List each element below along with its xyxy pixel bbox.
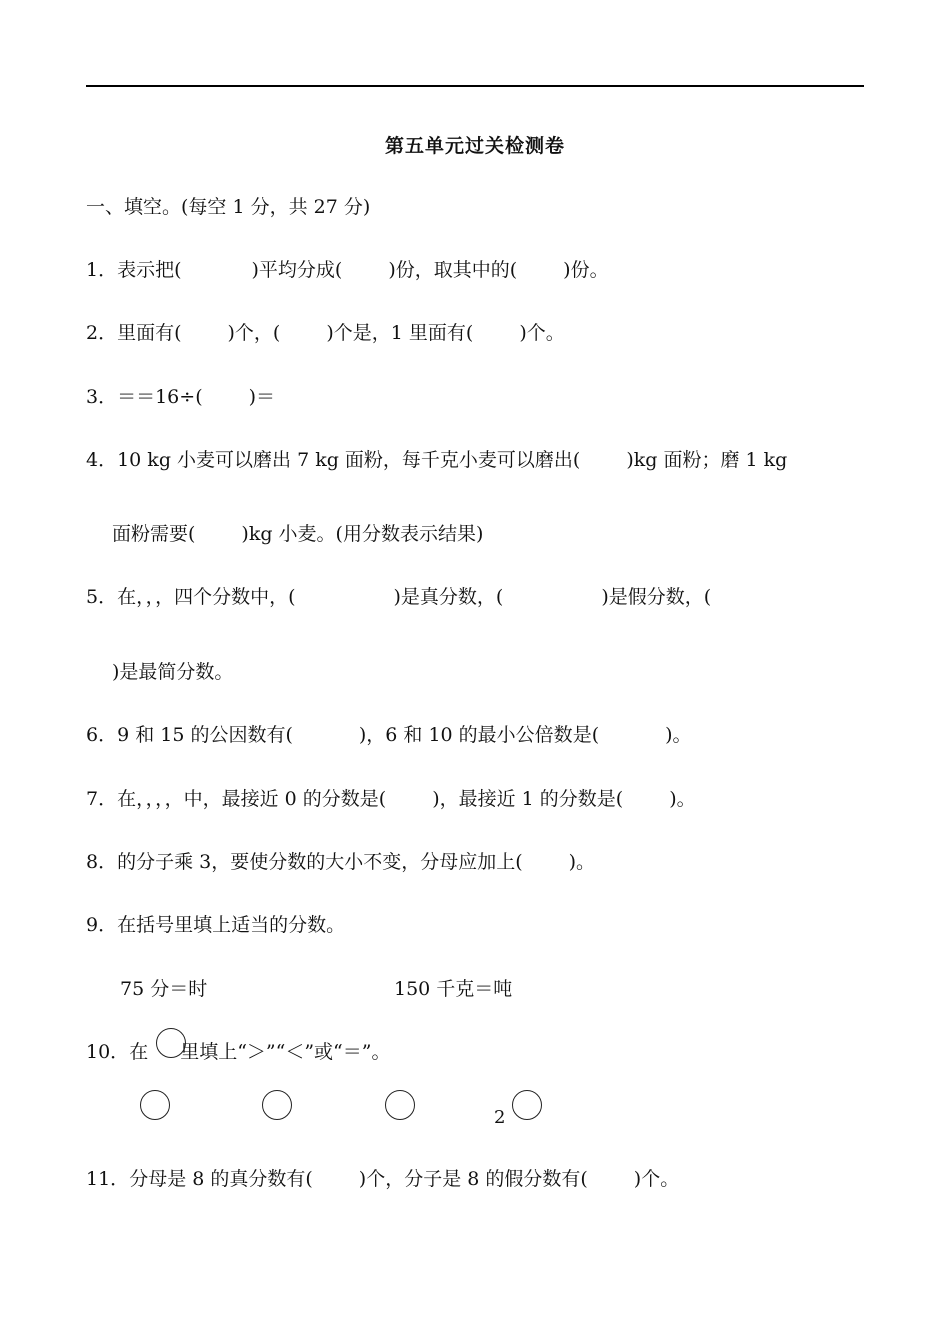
question-7	[86, 787, 696, 811]
q3-text-a: ＝＝16÷(	[117, 386, 203, 408]
q1-text-c: )份，取其中的(	[388, 259, 518, 281]
question-5	[86, 585, 711, 609]
q10-text-a: 在	[129, 1041, 149, 1063]
q11-text-a: 分母是 8 的真分数有(	[129, 1168, 313, 1190]
q6-text-b: )，6 和 10 的最小公倍数是(	[358, 724, 600, 746]
question-2	[86, 321, 565, 345]
q4-text-c: 面粉需要(	[112, 523, 196, 545]
q9-item-right: 150 千克＝吨	[394, 978, 513, 1000]
q2-text-a: 里面有(	[117, 322, 182, 344]
q11-text-c: )个。	[633, 1168, 680, 1190]
q6-number: 6．	[86, 724, 118, 746]
question-10	[86, 1040, 390, 1064]
compare-circle-3[interactable]	[385, 1090, 415, 1120]
compare-circle-4[interactable]	[512, 1090, 542, 1120]
q1-text-d: )份。	[563, 259, 609, 281]
q9-number: 9．	[86, 914, 118, 936]
header-rule	[86, 85, 864, 87]
q8-text-b: )。	[568, 851, 596, 873]
question-3	[86, 385, 275, 409]
q1-number: 1．	[86, 259, 118, 281]
q5-number: 5．	[86, 586, 118, 608]
question-6	[86, 723, 692, 747]
q2-text-c: )个是，1 里面有(	[326, 322, 474, 344]
compare-circle-example	[156, 1028, 186, 1058]
q10-text-b: 里填上“＞”“＜”或“＝”。	[180, 1041, 391, 1063]
q8-number: 8．	[86, 851, 118, 873]
q2-text-d: )个。	[519, 322, 565, 344]
q9-text-a: 在括号里填上适当的分数。	[117, 914, 346, 936]
q7-text-b: )，最接近 1 的分数是(	[432, 788, 624, 810]
q5-text-a: 在，，，四个分数中，(	[117, 586, 296, 608]
question-4-cont	[112, 522, 483, 546]
compare-circle-1[interactable]	[140, 1090, 170, 1120]
q10-number: 10．	[86, 1041, 130, 1063]
page-title: 第五单元过关检测卷	[384, 135, 565, 157]
q6-text-a: 9 和 15 的公因数有(	[117, 724, 293, 746]
q2-text-b: )个，(	[227, 322, 281, 344]
q3-number: 3．	[86, 386, 118, 408]
question-5-cont	[112, 660, 233, 684]
q11-text-b: )个，分子是 8 的假分数有(	[358, 1168, 588, 1190]
question-1	[86, 258, 609, 282]
q5-text-d: )是最简分数。	[112, 661, 234, 683]
q7-number: 7．	[86, 788, 118, 810]
q4-text-b: )kg 面粉；磨 1 kg	[626, 449, 788, 471]
q10-number-two: 2	[494, 1107, 506, 1128]
q8-text-a: 的分子乘 3，要使分数的大小不变，分母应加上(	[117, 851, 523, 873]
q4-number: 4．	[86, 449, 118, 471]
q4-text-a: 10 kg 小麦可以磨出 7 kg 面粉，每千克小麦可以磨出(	[117, 449, 581, 471]
compare-circle-2[interactable]	[262, 1090, 292, 1120]
q4-text-d: )kg 小麦。(用分数表示结果)	[241, 523, 484, 545]
q6-text-c: )。	[665, 724, 692, 746]
q3-text-b: )＝	[248, 386, 276, 408]
q9-item-left: 75 分＝时	[120, 978, 208, 1000]
q7-text-a: 在，，，，中，最接近 0 的分数是(	[117, 788, 387, 810]
question-4	[86, 448, 787, 472]
q1-text-b: )平均分成(	[251, 259, 343, 281]
q11-number: 11．	[86, 1168, 130, 1190]
q7-text-c: )。	[669, 788, 696, 810]
q1-text-a: 表示把(	[117, 259, 182, 281]
section-heading: 一、填空。(每空 1 分，共 27 分)	[86, 196, 371, 218]
q2-number: 2．	[86, 322, 118, 344]
question-9	[86, 913, 345, 937]
question-8	[86, 850, 595, 874]
q5-text-b: )是真分数，(	[393, 586, 504, 608]
q5-text-c: )是假分数，(	[601, 586, 712, 608]
question-11	[86, 1167, 679, 1191]
